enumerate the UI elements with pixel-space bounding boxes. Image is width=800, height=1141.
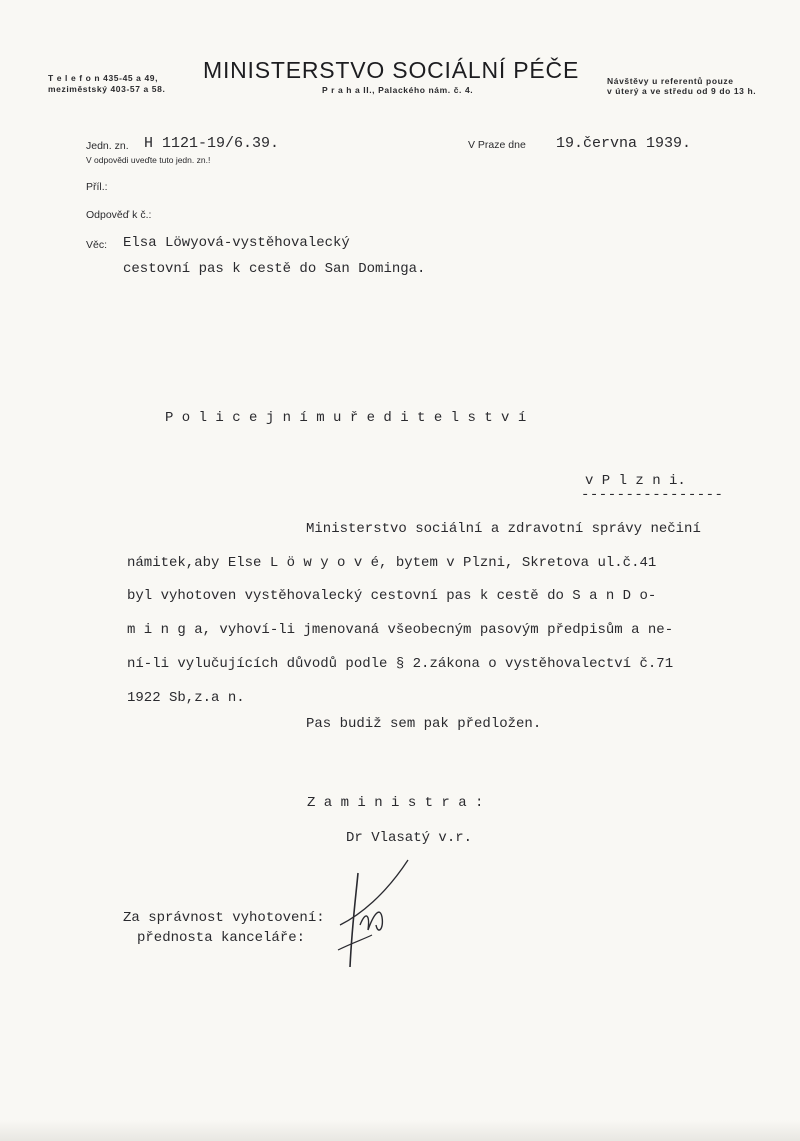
body-line-2: námitek,aby Else L ö w y o v é, bytem v Plzni, Skretova ul.č.41 [127, 555, 657, 571]
letterhead-address: P r a h a II., Palackého nám. č. 4. [322, 85, 474, 95]
certify-line2: přednosta kanceláře: [137, 930, 306, 946]
subject-line2: cestovní pas k cestě do San Dominga. [123, 261, 426, 277]
body-line-3: byl vyhotoven vystěhovalecký cestovní pas k cestě do S a n D o- [127, 588, 657, 604]
addressee-underline: ---------------- [581, 487, 724, 503]
handwritten-signature [330, 855, 420, 975]
subject-line1: Elsa Löwyová-vystěhovalecký [123, 235, 350, 251]
body-line-4: m i n g a, vyhoví-li jmenovaná všeobecným pasovým předpisům a ne- [127, 622, 674, 638]
signatory-name: Dr Vlasatý v.r. [346, 830, 473, 846]
letterhead-visits-line2: v úterý a ve středu od 9 do 13 h. [607, 86, 757, 96]
addressee-line1: P o l i c e j n í m u ř e d i t e l s t v í [165, 410, 527, 426]
page-bottom-edge [0, 1120, 800, 1141]
body-line-6: 1922 Sb,z.a n. [127, 690, 245, 706]
ref-label: Jedn. zn. [86, 140, 129, 152]
ref-note: V odpovědi uveďte tuto jedn. zn.! [86, 155, 211, 165]
addressee-line2: v P l z n i. [585, 473, 686, 489]
subject-label: Věc: [86, 239, 108, 251]
attachment-label: Příl.: [86, 181, 108, 193]
letterhead-phone-line2: meziměstský 403-57 a 58. [48, 84, 166, 94]
letterhead-title: MINISTERSTVO SOCIÁLNÍ PÉČE [203, 57, 580, 83]
body-line-5: ní-li vylučujících důvodů podle § 2.zákona o vystěhovalectví č.71 [127, 656, 674, 672]
letterhead-phone-line1: T e l e f o n 435-45 a 49, [48, 73, 159, 83]
date-label: V Praze dne [468, 139, 526, 151]
letterhead-visits-line1: Návštěvy u referentů pouze [607, 76, 734, 86]
body-closing: Pas budiž sem pak předložen. [306, 716, 542, 732]
certify-line1: Za správnost vyhotovení: [123, 910, 325, 926]
reply-label: Odpověď k č.: [86, 209, 152, 221]
ref-value: H 1121-19/6.39. [144, 135, 280, 152]
body-line-1: Ministerstvo sociální a zdravotní správy nečiní [306, 521, 701, 537]
for-minister: Z a m i n i s t r a : [307, 795, 484, 811]
date-value: 19.června 1939. [556, 135, 692, 152]
